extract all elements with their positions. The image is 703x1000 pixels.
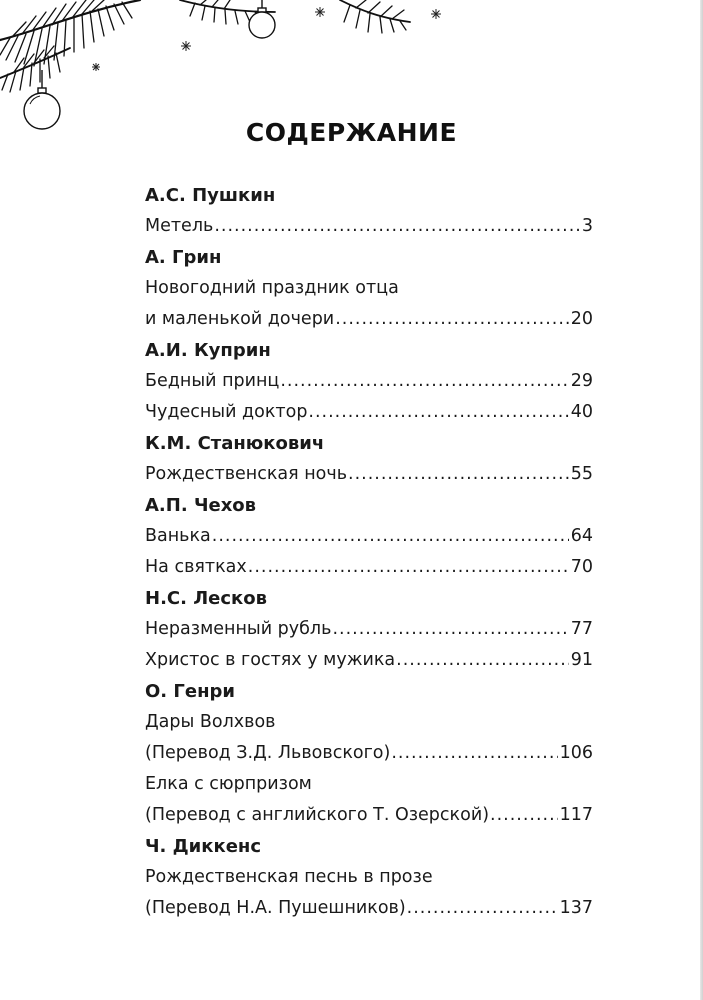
toc-page-number: 20 (570, 309, 593, 329)
toc-entry (145, 893, 593, 924)
toc-entry-title: Метель (145, 216, 214, 236)
toc-page-number: 117 (559, 805, 593, 825)
dot-leader (214, 211, 580, 242)
table-of-contents (145, 180, 593, 924)
dot-leader (280, 366, 568, 397)
pine-branch-icon (0, 0, 140, 92)
toc-entry (145, 800, 593, 831)
toc-entry (145, 366, 593, 397)
toc-page-number: 70 (570, 557, 593, 577)
toc-title-line: Рождественская песнь в прозе (145, 867, 433, 887)
toc-entry-title: (Перевод с английского Т. Озерской) (145, 805, 490, 825)
toc-page-number: 91 (570, 650, 593, 670)
toc-page-number: 106 (559, 743, 593, 763)
toc-entry-title: Неразменный рубль (145, 619, 332, 639)
toc-entry-title: (Перевод Н.А. Пушешников) (145, 898, 406, 918)
toc-author: Ч. Диккенс (145, 836, 262, 857)
dot-leader (396, 645, 569, 676)
toc-author: Н.С. Лесков (145, 588, 268, 609)
toc-entry (145, 552, 593, 583)
toc-page-number: 137 (559, 898, 593, 918)
dot-leader (335, 304, 569, 335)
toc-title-line: Новогодний праздник отца (145, 278, 399, 298)
dot-leader (348, 459, 569, 490)
toc-entry-title: Ванька (145, 526, 211, 546)
dot-leader (332, 614, 568, 645)
christmas-ornament-icon (249, 0, 275, 38)
toc-entry (145, 738, 593, 769)
toc-entry (145, 397, 593, 428)
toc-entry (145, 459, 593, 490)
dot-leader (407, 893, 558, 924)
toc-entry (145, 304, 593, 335)
toc-entry (145, 521, 593, 552)
toc-page-number: 29 (570, 371, 593, 391)
toc-author: О. Генри (145, 681, 236, 702)
toc-entry-title: Чудесный доктор (145, 402, 308, 422)
toc-entry (145, 645, 593, 676)
toc-title-line: Дары Волхвов (145, 712, 276, 732)
dot-leader (212, 521, 569, 552)
toc-title-line: Елка с сюрпризом (145, 774, 312, 794)
toc-entry-title: Христос в гостях у мужика (145, 650, 396, 670)
toc-entry-title: (Перевод З.Д. Львовского) (145, 743, 391, 763)
toc-page-number: 77 (570, 619, 593, 639)
dot-leader (248, 552, 569, 583)
pine-branch-icon (340, 0, 410, 33)
toc-entry-title: Рождественская ночь (145, 464, 348, 484)
toc-author: А.И. Куприн (145, 340, 271, 361)
toc-entry-title: На святках (145, 557, 247, 577)
toc-entry-title: и маленькой дочери (145, 309, 335, 329)
dot-leader (391, 738, 557, 769)
dot-leader (490, 800, 558, 831)
toc-page-number: 64 (570, 526, 593, 546)
toc-author: А.С. Пушкин (145, 185, 276, 206)
page-title: СОДЕРЖАНИЕ (245, 118, 458, 147)
toc-entry-title: Бедный принц (145, 371, 280, 391)
toc-author: А.П. Чехов (145, 495, 257, 516)
toc-entry (145, 211, 593, 242)
toc-page-number: 3 (581, 216, 593, 236)
toc-author: А. Грин (145, 247, 222, 268)
toc-author: К.М. Станюкович (145, 433, 325, 454)
toc-entry (145, 614, 593, 645)
dot-leader (308, 397, 568, 428)
toc-page-number: 55 (570, 464, 593, 484)
toc-page-number: 40 (570, 402, 593, 422)
